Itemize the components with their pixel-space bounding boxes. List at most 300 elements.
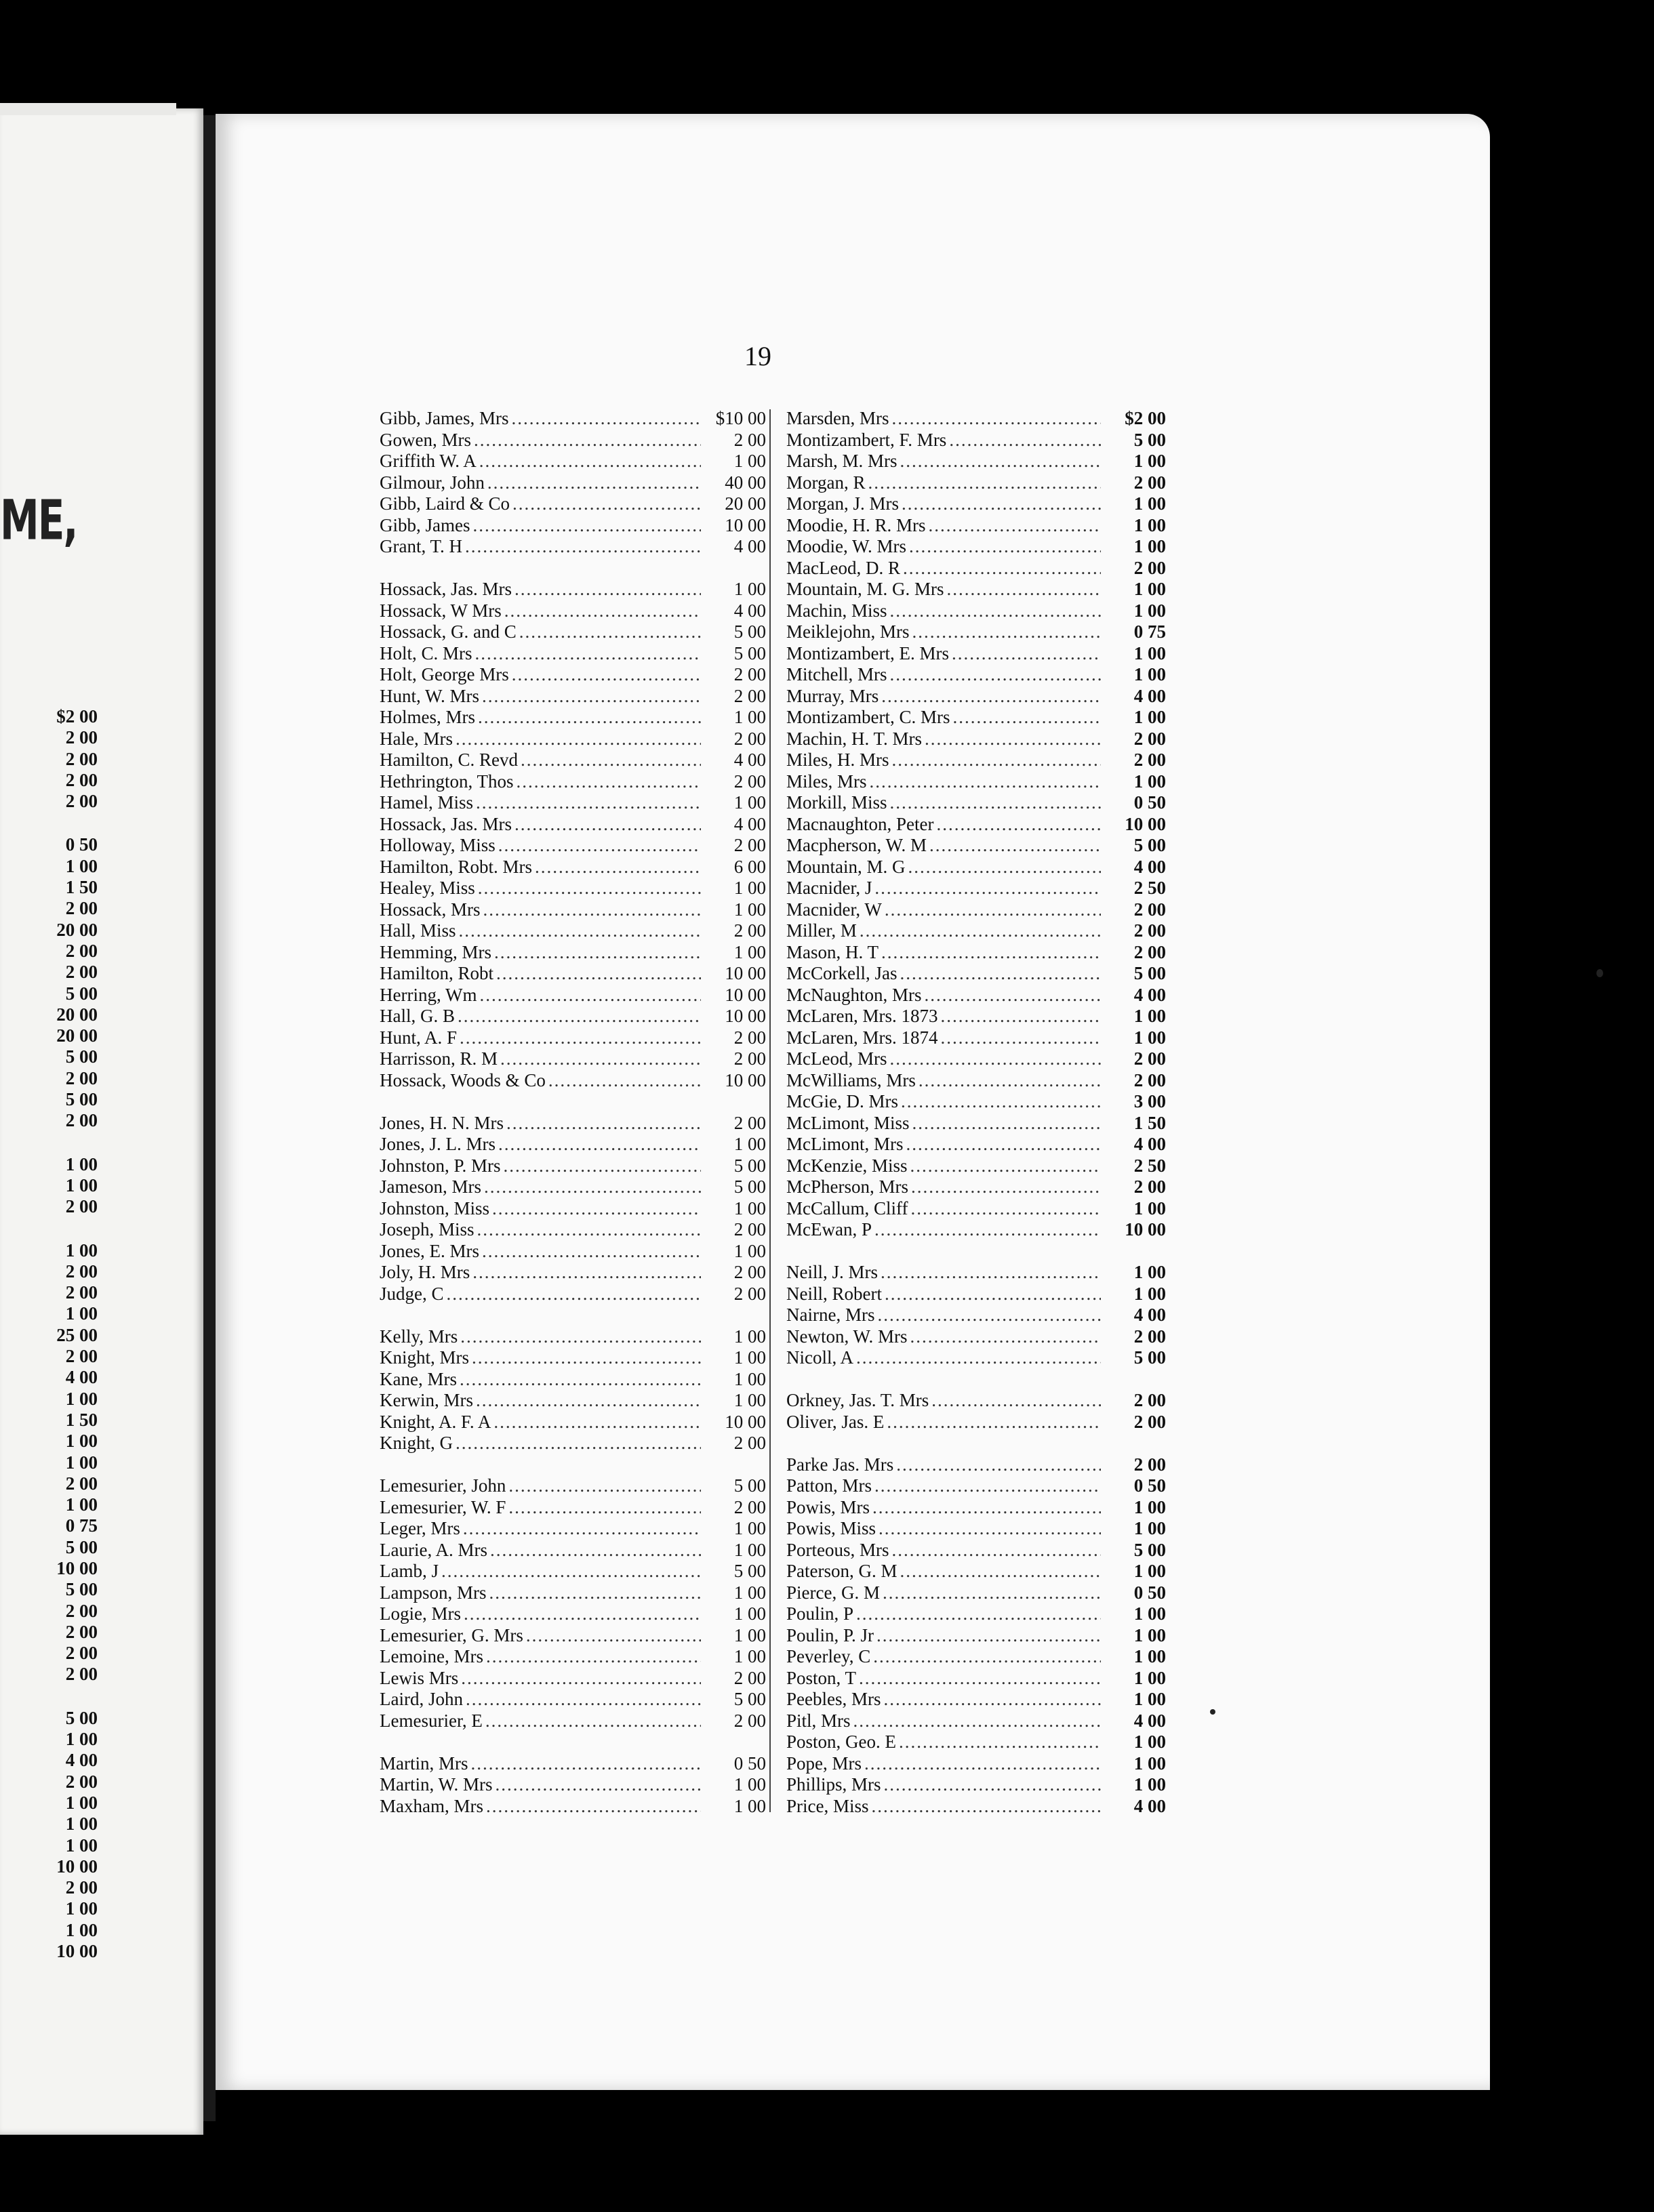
ink-mark — [1210, 1709, 1215, 1715]
subscriber-row — [380, 857, 766, 878]
subscriber-row — [786, 430, 1166, 451]
amount: 1 00 — [65, 1388, 98, 1409]
leader-dots — [459, 920, 701, 941]
amount: 0 50 — [65, 834, 98, 855]
subscription-amount: 10 00 — [1125, 1219, 1166, 1240]
subscriber-name: Gilmour, John — [380, 472, 485, 493]
subscription-amount: 5 00 — [733, 1155, 766, 1176]
subscriber-row — [786, 1326, 1166, 1348]
book-gutter — [203, 115, 216, 2121]
leader-dots — [476, 1390, 701, 1411]
subscriber-row — [380, 1518, 766, 1540]
subscriber-row — [786, 707, 1166, 729]
leader-dots — [486, 1796, 701, 1817]
amount: 1 00 — [65, 1792, 98, 1813]
leader-dots — [478, 878, 701, 899]
subscriber-name: Marsden, Mrs — [786, 408, 889, 428]
subscriber-name: Murray, Mrs — [786, 685, 879, 706]
subscriber-row — [380, 1369, 766, 1391]
subscription-amount: 4 00 — [733, 813, 766, 834]
leader-dots — [936, 814, 1101, 835]
subscriber-name: Martin, W. Mrs — [380, 1774, 493, 1795]
subscriber-row — [380, 1625, 766, 1647]
subscriber-name: Harrisson, R. M — [380, 1048, 498, 1069]
subscriber-name: Marsh, M. Mrs — [786, 451, 897, 471]
subscription-amount: 4 00 — [1133, 856, 1166, 877]
leader-dots — [900, 451, 1101, 472]
leader-dots — [890, 600, 1102, 621]
subscription-amount: 2 00 — [733, 1027, 766, 1048]
subscription-amount: 2 50 — [1133, 1155, 1166, 1176]
subscription-amount: 4 00 — [1133, 685, 1166, 706]
amount: 2 00 — [65, 1771, 98, 1792]
subscription-amount: 4 00 — [1133, 1134, 1166, 1154]
subscriber-name: Hossack, Woods & Co — [380, 1069, 546, 1090]
subscriber-row — [786, 1113, 1166, 1134]
subscriber-name: Powis, Mrs — [786, 1496, 870, 1517]
subscriber-row — [380, 408, 766, 430]
leader-dots — [885, 899, 1101, 920]
subscriber-row — [786, 1198, 1166, 1220]
leader-dots — [874, 1475, 1101, 1496]
subscription-amount: 5 00 — [1133, 1539, 1166, 1560]
leader-dots — [940, 1027, 1101, 1048]
subscriber-row — [380, 835, 766, 857]
subscription-amount: 2 00 — [1133, 899, 1166, 920]
subscriber-row — [380, 1796, 766, 1818]
page-number: 19 — [744, 341, 771, 371]
amount: 5 00 — [65, 983, 98, 1004]
subscription-amount: 5 00 — [1133, 429, 1166, 450]
leader-dots — [447, 1284, 702, 1305]
leader-dots — [519, 621, 701, 642]
subscriber-row — [786, 814, 1166, 836]
subscriber-name: Leger, Mrs — [380, 1518, 460, 1538]
column-divider — [769, 409, 771, 1812]
subscription-amount: 1 00 — [1133, 1518, 1166, 1538]
subscriber-name: Lemesurier, E — [380, 1710, 483, 1731]
subscription-amount: 1 00 — [733, 1197, 766, 1218]
subscriber-name: Gibb, James — [380, 514, 470, 535]
leader-dots — [874, 1219, 1101, 1240]
subscriber-row — [786, 729, 1166, 750]
amount: 5 00 — [65, 1536, 98, 1557]
leader-dots — [892, 750, 1101, 771]
amount: 2 00 — [65, 1664, 98, 1685]
subscription-amount: 40 00 — [725, 472, 766, 493]
subscription-amount: 2 00 — [1133, 1069, 1166, 1090]
subscriber-name: Johnston, P. Mrs — [380, 1155, 501, 1176]
amount: 2 00 — [65, 1877, 98, 1898]
subscriber-row — [786, 1711, 1166, 1732]
subscription-amount: 1 00 — [733, 1624, 766, 1645]
leader-dots — [947, 579, 1101, 600]
leader-dots — [496, 1774, 701, 1795]
subscriber-name: Hamilton, C. Revd — [380, 750, 518, 770]
subscriber-name: Morkill, Miss — [786, 792, 887, 813]
amount: 2 00 — [65, 727, 98, 748]
subscription-amount: 4 00 — [733, 750, 766, 770]
subscriber-row — [786, 1497, 1166, 1519]
subscription-amount: 0 50 — [1133, 1582, 1166, 1603]
subscriber-row — [786, 558, 1166, 579]
subscription-amount: 2 00 — [1133, 728, 1166, 749]
leader-dots — [890, 792, 1101, 813]
subscriber-row — [380, 1326, 766, 1348]
subscriber-row — [786, 1070, 1166, 1092]
leader-dots — [912, 621, 1102, 642]
subscriber-row — [380, 1262, 766, 1284]
subscription-amount: 1 00 — [733, 1134, 766, 1154]
amount: 1 00 — [65, 1452, 98, 1473]
leader-dots — [853, 1711, 1101, 1732]
leader-dots — [892, 1540, 1101, 1561]
subscriber-row — [786, 1646, 1166, 1668]
subscriber-row — [786, 1412, 1166, 1433]
subscription-amount: 10 00 — [1125, 813, 1166, 834]
subscriber-row — [786, 1774, 1166, 1796]
subscriber-row — [380, 1774, 766, 1796]
blank-line — [0, 1218, 98, 1240]
page-edge — [0, 103, 176, 115]
leader-dots — [952, 707, 1101, 728]
subscriber-row — [786, 1689, 1166, 1711]
subscription-amount: 2 00 — [733, 835, 766, 855]
subscriber-name: Hall, G. B — [380, 1006, 455, 1026]
leader-dots — [902, 493, 1101, 514]
subscriber-row — [380, 1113, 766, 1134]
subscriber-name: McWilliams, Mrs — [786, 1069, 916, 1090]
subscriber-row — [786, 1048, 1166, 1070]
subscriber-name: Montizambert, C. Mrs — [786, 707, 950, 727]
leader-dots — [476, 792, 701, 813]
subscriber-name: Parke Jas. Mrs — [786, 1454, 894, 1475]
leader-dots — [504, 600, 701, 621]
subscription-amount: 2 00 — [1133, 1411, 1166, 1432]
subscription-amount: 2 00 — [1133, 1454, 1166, 1475]
subscriber-row — [380, 1134, 766, 1155]
subscription-amount: 1 00 — [733, 1326, 766, 1347]
subscription-amount: 2 00 — [1133, 1176, 1166, 1197]
subscriber-row — [786, 1475, 1166, 1497]
subscription-amount: 4 00 — [1133, 1710, 1166, 1731]
subscriber-row — [786, 515, 1166, 537]
subscriber-row — [786, 664, 1166, 686]
subscriber-row — [380, 1646, 766, 1668]
subscription-amount: 2 00 — [733, 1433, 766, 1453]
leader-dots — [460, 1027, 701, 1048]
subscriber-row — [786, 1732, 1166, 1753]
subscription-amount: 1 00 — [1133, 1689, 1166, 1709]
subscriber-row — [786, 600, 1166, 622]
subscription-amount: 2 00 — [733, 664, 766, 684]
subscriber-row — [786, 942, 1166, 964]
leader-dots — [472, 1262, 701, 1283]
amount: 20 00 — [56, 1004, 98, 1025]
subscriber-name: Morgan, R — [786, 472, 866, 493]
leader-dots — [477, 1219, 701, 1240]
leader-dots — [526, 1625, 701, 1646]
subscriber-name: Griffith W. A — [380, 451, 477, 471]
subscription-amount: 1 00 — [1133, 1774, 1166, 1795]
subscription-amount: 1 00 — [1133, 1667, 1166, 1688]
subscription-amount: 1 00 — [733, 707, 766, 727]
subscription-amount: 1 00 — [733, 579, 766, 599]
subscription-amount: 1 00 — [733, 1774, 766, 1795]
leader-dots — [856, 1347, 1101, 1368]
subscriber-row — [380, 664, 766, 686]
leader-dots — [493, 1412, 701, 1433]
subscriber-row — [380, 1176, 766, 1198]
subscriber-name: Lemesurier, G. Mrs — [380, 1624, 523, 1645]
subscriber-row — [380, 814, 766, 836]
subscription-amount: 1 00 — [1133, 1006, 1166, 1026]
leader-dots — [884, 1774, 1101, 1795]
leader-dots — [535, 857, 701, 878]
subscription-amount: 1 00 — [1133, 600, 1166, 621]
subscriber-name: Machin, H. T. Mrs — [786, 728, 922, 749]
subscriber-name: Holmes, Mrs — [380, 707, 475, 727]
subscription-amount: $10 00 — [715, 408, 766, 428]
subscriber-row — [380, 985, 766, 1006]
subscriber-name: Poston, Geo. E — [786, 1732, 896, 1752]
subscriber-name: Neill, Robert — [786, 1283, 882, 1304]
subscriber-name: Jameson, Mrs — [380, 1176, 481, 1197]
subscription-amount: 1 00 — [1133, 1561, 1166, 1581]
subscription-amount: 1 00 — [1133, 1262, 1166, 1282]
leader-dots — [466, 1689, 701, 1710]
subscriber-name: Grant, T. H — [380, 536, 462, 556]
subscription-amount: 2 00 — [733, 728, 766, 749]
subscriber-row — [380, 1241, 766, 1263]
subscriber-row — [380, 920, 766, 942]
amount: 5 00 — [65, 1707, 98, 1728]
subscription-amount: 2 00 — [733, 771, 766, 792]
subscriber-name: Nairne, Mrs — [786, 1305, 875, 1325]
subscriber-name: Macnider, W — [786, 899, 882, 920]
subscription-amount: 2 00 — [733, 685, 766, 706]
subscription-amount: 1 00 — [1133, 579, 1166, 599]
leader-dots — [521, 750, 701, 771]
blank-line — [786, 1433, 1166, 1454]
subscriber-list-right — [786, 408, 1166, 1817]
subscriber-row — [380, 750, 766, 771]
subscription-amount: 1 00 — [733, 1390, 766, 1410]
leader-dots — [460, 1369, 701, 1390]
subscription-amount: 10 00 — [725, 1069, 766, 1090]
subscriber-row — [380, 621, 766, 643]
subscriber-name: Pierce, G. M — [786, 1582, 880, 1603]
leader-dots — [512, 493, 701, 514]
subscription-amount: 1 00 — [1133, 1624, 1166, 1645]
leader-dots — [486, 1646, 701, 1667]
subscription-amount: 2 00 — [733, 1710, 766, 1731]
subscriber-row — [380, 579, 766, 600]
amount: 2 00 — [65, 940, 98, 961]
leader-dots — [889, 1048, 1101, 1069]
leader-dots — [910, 1326, 1101, 1347]
amount: 2 00 — [65, 1621, 98, 1642]
subscriber-row — [380, 1668, 766, 1689]
leader-dots — [924, 985, 1101, 1006]
amount: 25 00 — [56, 1324, 98, 1345]
subscriber-name: Lemoine, Mrs — [380, 1646, 483, 1666]
leader-dots — [490, 1540, 701, 1561]
leader-dots — [475, 643, 701, 664]
subscriber-name: McLimont, Mrs — [786, 1134, 904, 1154]
subscriber-row — [786, 985, 1166, 1006]
subscription-amount: 10 00 — [725, 1411, 766, 1432]
blank-line — [0, 1132, 98, 1154]
amount: 2 00 — [65, 1282, 98, 1303]
subscriber-row — [786, 1305, 1166, 1326]
subscriber-row — [786, 1625, 1166, 1647]
leader-dots — [506, 1113, 701, 1134]
amount: 2 00 — [65, 1067, 98, 1088]
leader-dots — [906, 1134, 1102, 1155]
amount: 1 00 — [65, 1153, 98, 1174]
subscription-amount: 1 00 — [733, 1539, 766, 1560]
subscriber-row — [380, 963, 766, 985]
subscriber-name: Knight, Mrs — [380, 1347, 470, 1368]
subscriber-name: Laurie, A. Mrs — [380, 1539, 487, 1560]
leader-dots — [479, 985, 701, 1006]
subscriber-row — [786, 1518, 1166, 1540]
subscriber-row — [380, 686, 766, 708]
leader-dots — [952, 643, 1101, 664]
leader-dots — [472, 515, 701, 536]
subscriber-name: McPherson, Mrs — [786, 1176, 908, 1197]
amount: 2 00 — [65, 1600, 98, 1621]
subscriber-name: McLaren, Mrs. 1874 — [786, 1027, 938, 1048]
subscriber-name: Patton, Mrs — [786, 1475, 872, 1496]
amount: 5 00 — [65, 1579, 98, 1600]
subscription-amount: 2 00 — [1133, 472, 1166, 493]
leader-dots — [929, 515, 1101, 536]
subscriber-row — [380, 1561, 766, 1582]
subscriber-name: Hamilton, Robt. Mrs — [380, 856, 533, 877]
subscriber-name: Hethrington, Thos — [380, 771, 514, 792]
subscription-amount: 2 00 — [1133, 1326, 1166, 1347]
subscriber-name: Herring, Wm — [380, 984, 477, 1005]
amount: 2 00 — [65, 791, 98, 812]
subscriber-name: McEwan, P — [786, 1219, 872, 1240]
amount: 1 00 — [65, 1729, 98, 1750]
subscriber-row — [786, 1006, 1166, 1027]
subscription-amount: 5 00 — [733, 1561, 766, 1581]
leader-dots — [883, 1582, 1101, 1603]
subscriber-row — [380, 1006, 766, 1027]
leader-dots — [874, 878, 1101, 899]
subscription-amount: 1 00 — [1133, 1197, 1166, 1218]
subscriber-row — [786, 408, 1166, 430]
subscriber-row — [380, 1284, 766, 1305]
amount: 2 00 — [65, 769, 98, 790]
subscription-amount: 1 00 — [1133, 1646, 1166, 1666]
subscriber-name: Lampson, Mrs — [380, 1582, 487, 1603]
subscription-amount: 1 00 — [1133, 1027, 1166, 1048]
leader-dots — [912, 1113, 1101, 1134]
leader-dots — [856, 1603, 1101, 1624]
subscription-amount: 5 00 — [1133, 963, 1166, 983]
amount: 1 00 — [65, 1303, 98, 1324]
subscriber-name: Lamb, J — [380, 1561, 439, 1581]
leader-dots — [465, 536, 701, 557]
subscription-amount: 4 00 — [1133, 1305, 1166, 1325]
subscription-amount: 4 00 — [1133, 984, 1166, 1005]
subscription-amount: 2 00 — [733, 429, 766, 450]
subscriber-name: Hossack, Mrs — [380, 899, 481, 920]
subscriber-name: Holloway, Miss — [380, 835, 496, 855]
leader-dots — [474, 430, 701, 451]
amount: 10 00 — [56, 1557, 98, 1578]
leader-dots — [896, 1454, 1101, 1475]
subscription-amount: 2 50 — [1133, 878, 1166, 898]
subscriber-name: Peebles, Mrs — [786, 1689, 881, 1709]
subscriber-row — [786, 1284, 1166, 1305]
leader-dots — [441, 1561, 701, 1582]
subscriber-row — [786, 1027, 1166, 1049]
leader-dots — [931, 1390, 1101, 1411]
subscriber-name: Kerwin, Mrs — [380, 1390, 473, 1410]
subscriber-row — [786, 792, 1166, 814]
subscriber-name: MacLeod, D. R — [786, 557, 900, 578]
amount: 2 00 — [65, 1110, 98, 1131]
subscriber-row — [786, 963, 1166, 985]
subscription-amount: 1 00 — [733, 1582, 766, 1603]
subscription-amount: 1 00 — [1133, 664, 1166, 684]
subscriber-row — [786, 857, 1166, 878]
blank-line — [380, 558, 766, 579]
subscriber-row — [786, 686, 1166, 708]
subscription-amount: 1 00 — [733, 1518, 766, 1538]
subscription-amount: 1 00 — [1133, 451, 1166, 471]
leader-dots — [483, 899, 702, 920]
subscriber-name: McGie, D. Mrs — [786, 1091, 898, 1111]
subscription-amount: 5 00 — [1133, 1347, 1166, 1368]
subscriber-row — [786, 771, 1166, 793]
blank-line — [380, 1454, 766, 1476]
subscriber-row — [786, 1176, 1166, 1198]
subscription-amount: 6 00 — [733, 856, 766, 877]
subscription-amount: 20 00 — [725, 493, 766, 514]
subscriber-row — [786, 1155, 1166, 1177]
subscriber-row — [380, 792, 766, 814]
leader-dots — [864, 1753, 1101, 1774]
leader-dots — [919, 1070, 1101, 1091]
subscription-amount: 1 00 — [733, 878, 766, 898]
subscriber-name: Macpherson, W. M — [786, 835, 927, 855]
subscriber-row — [380, 1027, 766, 1049]
subscriber-row — [786, 899, 1166, 921]
leader-dots — [901, 1091, 1101, 1112]
leader-dots — [517, 771, 702, 792]
amount: 20 00 — [56, 1025, 98, 1046]
amount: 2 00 — [65, 1473, 98, 1494]
subscription-amount: 0 50 — [1133, 792, 1166, 813]
subscriber-row — [380, 600, 766, 622]
subscription-amount: 5 00 — [733, 642, 766, 663]
subscriber-row — [380, 942, 766, 964]
leader-dots — [860, 920, 1101, 941]
subscriber-name: Gibb, Laird & Co — [380, 493, 510, 514]
leader-dots — [478, 707, 701, 728]
subscription-amount: 1 00 — [733, 1347, 766, 1368]
leader-dots — [881, 686, 1101, 707]
subscriber-name: Phillips, Mrs — [786, 1774, 881, 1795]
leader-dots — [464, 1603, 701, 1624]
subscription-amount: 1 00 — [1133, 642, 1166, 663]
